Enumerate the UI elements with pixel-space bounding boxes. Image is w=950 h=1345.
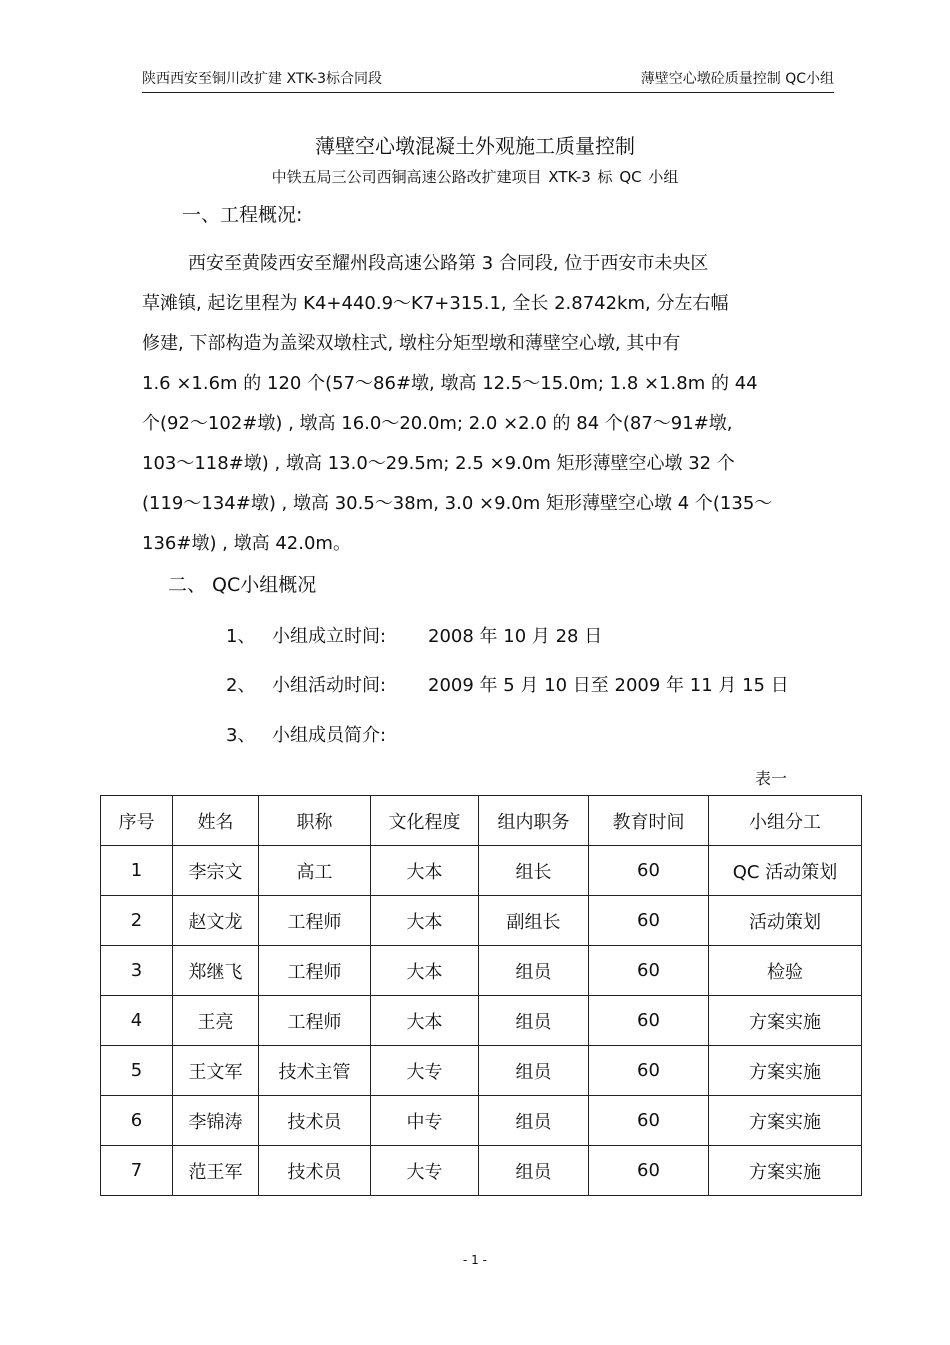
- table-cell: 组员: [479, 1046, 589, 1096]
- table-cell: 方案实施: [709, 1096, 862, 1146]
- section-heading-qc-group: 二、 QC小组概况: [168, 574, 317, 596]
- table-cell: 大专: [371, 1146, 479, 1196]
- table-cell: 检验: [709, 946, 862, 996]
- table-header-row: [101, 796, 862, 846]
- header-project: 陕西西安至铜川改扩建 XTK-3标合同段: [142, 71, 383, 87]
- table-row: [101, 996, 862, 1046]
- table-cell: 大本: [371, 846, 479, 896]
- table-row: [101, 1046, 862, 1096]
- qc-info-value: 2009 年 5 月 10 日至 2009 年 11 月 15 日: [428, 675, 789, 696]
- table-header-cell: 文化程度: [371, 796, 479, 846]
- overview-line: 西安至黄陵西安至耀州段高速公路第 3 合同段, 位于西安市未央区: [188, 253, 709, 274]
- table-cell: 活动策划: [709, 896, 862, 946]
- table-cell: 技术员: [259, 1146, 371, 1196]
- qc-info-number: 2、: [226, 675, 256, 696]
- table-cell: 5: [101, 1046, 173, 1096]
- table-cell: 副组长: [479, 896, 589, 946]
- table-header-cell: 教育时间: [589, 796, 709, 846]
- table-cell: 60: [589, 996, 709, 1046]
- table-cell: 王亮: [173, 996, 259, 1046]
- table-header-cell: 小组分工: [709, 796, 862, 846]
- overview-line: 103～118#墩) , 墩高 13.0～29.5m; 2.5 ×9.0m 矩形薄壁空心墩 32 个: [142, 453, 735, 474]
- table-cell: 方案实施: [709, 996, 862, 1046]
- table-cell: 3: [101, 946, 173, 996]
- table-cell: 2: [101, 896, 173, 946]
- table-cell: 大专: [371, 1046, 479, 1096]
- table-cell: 李宗文: [173, 846, 259, 896]
- table-cell: 大本: [371, 946, 479, 996]
- table-cell: 组员: [479, 1146, 589, 1196]
- table-cell: 60: [589, 1046, 709, 1096]
- table-cell: 范王军: [173, 1146, 259, 1196]
- qc-info-number: 1、: [226, 626, 256, 647]
- table-cell: 赵文龙: [173, 896, 259, 946]
- qc-info-item: [226, 723, 428, 749]
- table-header-cell: 姓名: [173, 796, 259, 846]
- table-cell: 技术主管: [259, 1046, 371, 1096]
- table-cell: 组长: [479, 846, 589, 896]
- table-cell: 60: [589, 1096, 709, 1146]
- table-cell: 大本: [371, 996, 479, 1046]
- table-header-cell: 组内职务: [479, 796, 589, 846]
- table-row: [101, 946, 862, 996]
- qc-info-value: 2008 年 10 月 28 日: [428, 626, 603, 647]
- qc-info-number: 3、: [226, 725, 256, 746]
- table-cell: 1: [101, 846, 173, 896]
- overview-line: 136#墩) , 墩高 42.0m。: [142, 533, 351, 554]
- header-topic: 薄壁空心墩砼质量控制 QC小组: [640, 71, 834, 87]
- members-table: [100, 795, 862, 1196]
- overview-line: 1.6 ×1.6m 的 120 个(57～86#墩, 墩高 12.5～15.0m; 1.8 ×1.8m 的 44: [142, 373, 758, 394]
- table-cell: 技术员: [259, 1096, 371, 1146]
- table-caption: 表一: [755, 769, 788, 788]
- table-cell: 工程师: [259, 896, 371, 946]
- table-cell: 李锦涛: [173, 1096, 259, 1146]
- document-subtitle: 中铁五局三公司西铜高速公路改扩建项目 XTK-3 标 QC 小组: [271, 168, 679, 186]
- overview-line: (119～134#墩) , 墩高 30.5～38m, 3.0 ×9.0m 矩形薄壁空心墩 4 个(135～: [142, 493, 773, 514]
- table-cell: 组员: [479, 946, 589, 996]
- table-header-cell: 序号: [101, 796, 173, 846]
- overview-line: 修建, 下部构造为盖梁双墩柱式, 墩柱分矩型墩和薄壁空心墩, 其中有: [142, 333, 681, 354]
- qc-info-item: [226, 624, 602, 650]
- table-cell: 郑继飞: [173, 946, 259, 996]
- qc-info-label: 小组成员简介:: [272, 725, 387, 746]
- table-row: [101, 896, 862, 946]
- table-cell: 组员: [479, 1096, 589, 1146]
- table-cell: 中专: [371, 1096, 479, 1146]
- table-cell: 7: [101, 1146, 173, 1196]
- page-header: [142, 68, 834, 93]
- table-cell: QC 活动策划: [709, 846, 862, 896]
- table-cell: 方案实施: [709, 1046, 862, 1096]
- table-cell: 工程师: [259, 996, 371, 1046]
- page-number: - 1 -: [463, 1253, 487, 1267]
- qc-info-label: 小组成立时间:: [272, 626, 387, 647]
- section-heading-overview: 一、工程概况:: [182, 204, 303, 226]
- table-cell: 60: [589, 846, 709, 896]
- table-cell: 6: [101, 1096, 173, 1146]
- table-cell: 60: [589, 946, 709, 996]
- table-row: [101, 846, 862, 896]
- overview-line: 草滩镇, 起讫里程为 K4+440.9～K7+315.1, 全长 2.8742km, 分左右幅: [142, 293, 729, 314]
- table-cell: 4: [101, 996, 173, 1046]
- table-cell: 组员: [479, 996, 589, 1046]
- table-cell: 工程师: [259, 946, 371, 996]
- table-cell: 60: [589, 896, 709, 946]
- table-cell: 大本: [371, 896, 479, 946]
- table-row: [101, 1096, 862, 1146]
- table-cell: 60: [589, 1146, 709, 1196]
- table-cell: 方案实施: [709, 1146, 862, 1196]
- qc-info-label: 小组活动时间:: [272, 675, 387, 696]
- overview-line: 个(92～102#墩) , 墩高 16.0～20.0m; 2.0 ×2.0 的 84 个(87～91#墩,: [142, 413, 733, 434]
- table-row: [101, 1146, 862, 1196]
- table-header-cell: 职称: [259, 796, 371, 846]
- qc-info-item: [226, 673, 789, 699]
- table-cell: 王文军: [173, 1046, 259, 1096]
- table-cell: 高工: [259, 846, 371, 896]
- document-title: 薄壁空心墩混凝土外观施工质量控制: [315, 134, 635, 158]
